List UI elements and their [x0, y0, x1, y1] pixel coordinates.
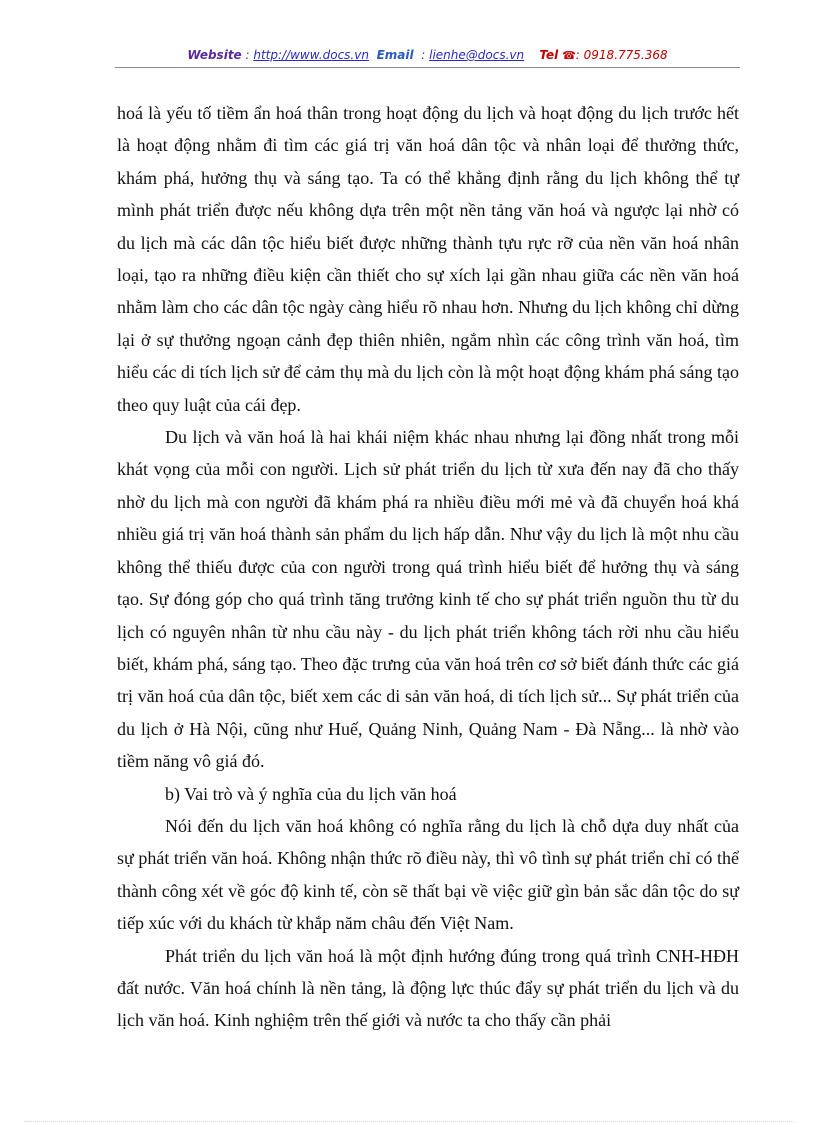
website-separator: :	[241, 48, 254, 62]
email-separator: :	[417, 48, 430, 62]
paragraph-continuation: hoá là yếu tố tiềm ẩn hoá thân trong hoạt động du lịch và hoạt động du lịch trước hết là hoạt động nhằm đi tìm các giá trị văn hoá dân tộc và nhân loại để thưởng thức, khám phá, hưởng thụ và sáng tạo. Ta có thể khẳng định rằng du lịch không thể tự mình phát triển được nếu không dựa trên một nền tảng văn hoá và ngược lại nhờ có du lịch mà các dân tộc hiểu biết được những thành tựu rực rỡ của nền văn hoá nhân loại, tạo ra những điều kiện cần thiết cho sự xích lại gần nhau giữa các nền văn hoá nhằm làm cho các dân tộc ngày càng hiểu rõ nhau hơn. Nhưng du lịch không chỉ dừng lại ở sự thưởng ngoạn cảnh đẹp thiên nhiên, ngắm nhìn các công trình văn hoá, tìm hiểu các di tích lịch sử để cảm thụ mà du lịch còn là một hoạt động khám phá sáng tạo theo quy luật của cái đẹp.	[117, 103, 739, 415]
section-heading: b) Vai trò và ý nghĩa của du lịch văn hoá	[165, 783, 457, 804]
phone-number: 0918.775.368	[583, 48, 668, 62]
email-link[interactable]: lienhe@docs.vn	[429, 48, 525, 62]
website-label: Website	[187, 48, 242, 62]
paragraph: Phát triển du lịch văn hoá là một định hướng đúng trong quá trình CNH-HĐH đất nước. Văn hoá chính là nền tảng, là động lực thúc đẩy sự phát triển du lịch và du lịch văn hoá. Kinh nghiệm trên thế giới và nước ta cho thấy cần phải	[117, 945, 739, 1031]
page-bottom-border	[24, 1121, 794, 1122]
website-link[interactable]: http://www.docs.vn	[253, 48, 369, 62]
document-body	[117, 97, 739, 1037]
paragraph: Nói đến du lịch văn hoá không có nghĩa rằng du lịch là chỗ dựa duy nhất của sự phát triển văn hoá. Không nhận thức rõ điều này, thì vô tình sự phát triển chỉ có thể thành công xét về góc độ kinh tế, còn sẽ thất bại về việc giữ gìn bản sắc dân tộc do sự tiếp xúc với du khách từ khắp năm châu đến Việt Nam.	[117, 815, 739, 934]
page-header	[115, 46, 740, 68]
paragraph: Du lịch và văn hoá là hai khái niệm khác nhau nhưng lại đồng nhất trong mỗi khát vọng của mỗi con người. Lịch sử phát triển du lịch từ xưa đến nay đã cho thấy nhờ du lịch mà con người đã khám phá ra nhiều điều mới mẻ và đã chuyển hoá khá nhiều giá trị văn hoá thành sản phẩm du lịch hấp dẫn. Như vậy du lịch là một nhu cầu không thể thiếu được của con người trong quá trình hiểu biết để hưởng thụ và sáng tạo. Sự đóng góp cho quá trình tăng trưởng kinh tế cho sự phát triển nguồn thu từ du lịch có nguyên nhân từ nhu cầu này - du lịch phát triển không tách rời nhu cầu hiểu biết, khám phá, sáng tạo. Theo đặc trưng của văn hoá trên cơ sở biết đánh thức các giá trị văn hoá của dân tộc, biết xem các di sản văn hoá, di tích lịch sử... Sự phát triển của du lịch ở Hà Nội, cũng như Huế, Quảng Ninh, Quảng Nam - Đà Nẵng... là nhờ vào tiềm năng vô giá đó.	[117, 427, 739, 772]
phone-icon: ☎	[562, 49, 576, 62]
tel-separator: :	[575, 48, 584, 62]
tel-label: Tel	[539, 48, 559, 62]
email-label: Email	[376, 48, 414, 62]
